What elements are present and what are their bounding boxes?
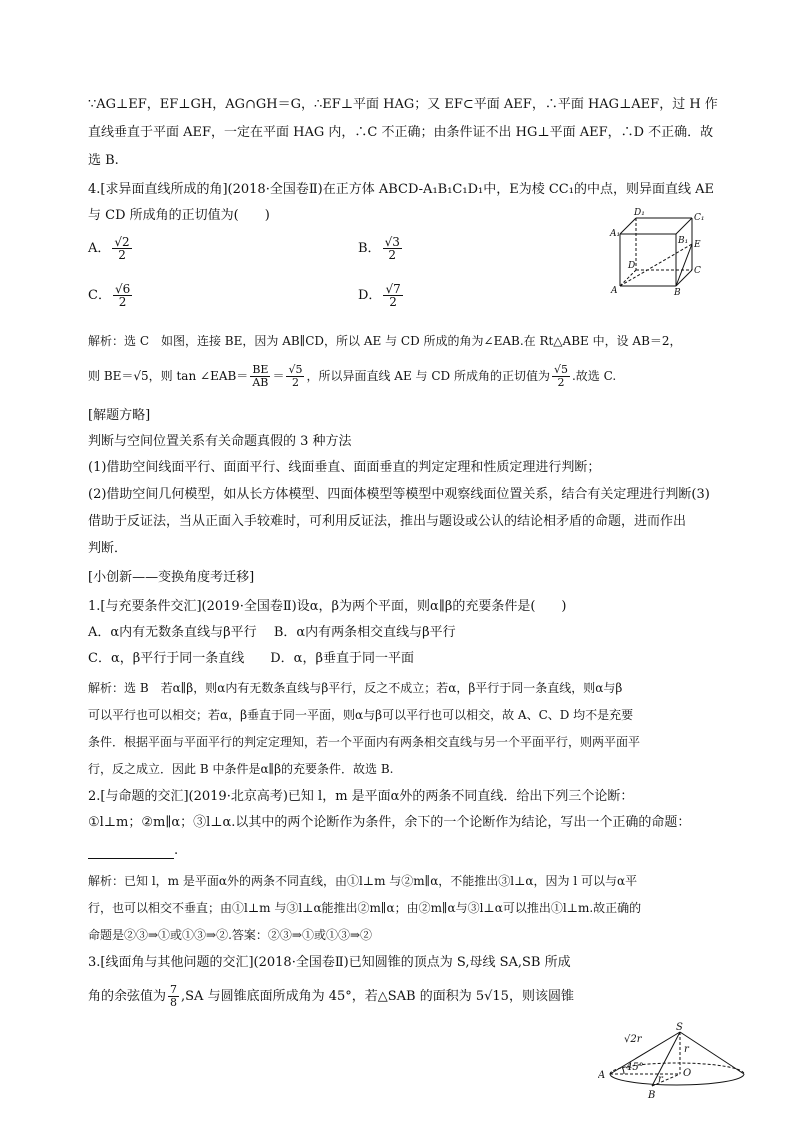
cube-figure: [608, 206, 714, 296]
problem-2-stem: 2.[与命题的交汇](2019·北京高考)已知 l，m 是平面α外的两条不同直线．给出下列三个论断：: [88, 789, 634, 804]
option-a: A． $\frac{√2}{2}$: [88, 235, 130, 262]
problem-2-solution: 行，也可以相交不垂直；由①l⊥m 与③l⊥α能推出②m∥α；由②m∥α与③l⊥α可以推出①l⊥m.故正确的: [88, 901, 642, 915]
problem-2-solution: 命题是②③⇒①或①③⇒②.答案：②③⇒①或①③⇒②: [88, 928, 373, 942]
problem-2-stem: ①l⊥m；②m∥α；③l⊥α.以其中的两个论断作为条件，余下的一个论断作为结论，写出一个正确的命题：: [88, 815, 691, 830]
cone-label: O: [683, 1068, 692, 1079]
section-subtitle: 判断与空间位置关系有关命题真假的 3 种方法: [88, 434, 352, 449]
problem-1-solution: 解析：选 B 若α∥β，则α内有无数条直线与β平行，反之不成立；若α，β平行于同一条直线，则α与β: [88, 681, 623, 695]
cone-label: r: [658, 1074, 663, 1085]
cube-label: D₁: [634, 208, 645, 218]
option-b: B． $\frac{√3}{2}$: [358, 235, 400, 262]
text-line: ∵AG⊥EF，EF⊥GH，AG∩GH＝G，∴EF⊥平面 HAG；又 EF⊂平面 AEF，∴平面 HAG⊥AEF，过 H 作: [88, 97, 718, 112]
problem-1-options: A．α内有无数条直线与β平行 B．α内有两条相交直线与β平行: [88, 625, 456, 640]
cone-label: r: [684, 1044, 689, 1055]
cube-label: C₁: [694, 213, 705, 223]
option-c: C． $\frac{√6}{2}$: [88, 282, 131, 309]
problem-1-options: C．α，β平行于同一条直线 D．α，β垂直于同一平面: [88, 651, 414, 666]
cube-label: D: [628, 261, 636, 271]
cube-label: C: [694, 266, 701, 276]
solution-4: 则 BE＝√5，则 tan ∠EAB＝ $\frac{BE}{AB}$ ＝ $\frac{√5}{2}$ ，所以异面直线 AE 与 CD 所成角的正切值为 $\frac{√5}{2}$ .故选 C.: [88, 363, 617, 389]
cone-label: 45°: [626, 1062, 644, 1073]
cube-label: B₁: [678, 236, 689, 246]
text-line: 直线垂直于平面 AEF，一定在平面 HAG 内，∴C 不正确；由条件证不出 HG⊥平面 AEF，∴D 不正确．故: [88, 125, 714, 140]
section-title: [小创新——变换角度考迁移]: [88, 570, 255, 585]
cone-figure: [598, 1022, 750, 1122]
cube-label: B: [674, 288, 681, 296]
question-4-stem: 与 CD 所成角的正切值为( ): [88, 208, 270, 223]
problem-1-solution: 行，反之成立．因此 B 中条件是α∥β的充要条件．故选 B.: [88, 762, 394, 776]
problem-2-answer-blank: .: [88, 843, 178, 859]
cube-label: A: [611, 286, 618, 296]
text-line: 借助于反证法，当从正面入手较难时，可利用反证法，推出与题设或公认的结论相矛盾的命题，进而作出: [88, 514, 687, 529]
cone-label: S: [676, 1022, 683, 1033]
text-line: (2)借助空间几何模型，如从长方体模型、四面体模型等模型中观察线面位置关系，结合有关定理进行判断(3): [88, 487, 710, 502]
answer-blank: [88, 846, 174, 859]
cone-label: A: [598, 1070, 606, 1081]
cube-label: E: [694, 240, 701, 250]
option-d: D． $\frac{√7}{2}$: [358, 282, 401, 309]
section-title: [解题方略]: [88, 408, 151, 423]
problem-1-solution: 可以平行也可以相交；若α，β垂直于同一平面，则α与β可以平行也可以相交，故 A、C、D 均不是充要: [88, 708, 634, 722]
question-4-stem: 4.[求异面直线所成的角](2018·全国卷Ⅱ)在正方体 ABCD-A₁B₁C₁D₁中，E为棱 CC₁的中点，则异面直线 AE: [88, 182, 714, 197]
solution-4: 解析：选 C 如图，连接 BE，因为 AB∥CD，所以 AE 与 CD 所成的角为∠EAB.在 Rt△ABE 中，设 AB＝2，: [88, 334, 682, 348]
problem-1-solution: 条件．根据平面与平面平行的判定定理知，若一个平面内有两条相交直线与另一个平面平行，则两平面平: [88, 735, 641, 749]
problem-3-stem: 角的余弦值为 $\frac{7}{8}$ ,SA 与圆锥底面所成角为 45°，若△SAB 的面积为 5√15，则该圆锥: [88, 983, 574, 1009]
problem-1-stem: 1.[与充要条件交汇](2019·全国卷Ⅱ)设α，β为两个平面，则α∥β的充要条件是( ): [88, 599, 567, 614]
cone-label: √2r: [624, 1034, 642, 1045]
problem-3-stem: 3.[线面角与其他问题的交汇](2018·全国卷Ⅱ)已知圆锥的顶点为 S,母线 SA,SB 所成: [88, 955, 571, 970]
problem-2-solution: 解析：已知 l，m 是平面α外的两条不同直线，由①l⊥m 与②m∥α，不能推出③l⊥α，因为 l 可以与α平: [88, 874, 638, 888]
cube-label: A₁: [610, 229, 621, 239]
cone-label: B: [648, 1090, 656, 1101]
text-line: (1)借助空间线面平行、面面平行、线面垂直、面面垂直的判定定理和性质定理进行判断；: [88, 460, 601, 475]
text-line: 判断．: [88, 541, 128, 556]
text-line: 选 B.: [88, 153, 119, 168]
